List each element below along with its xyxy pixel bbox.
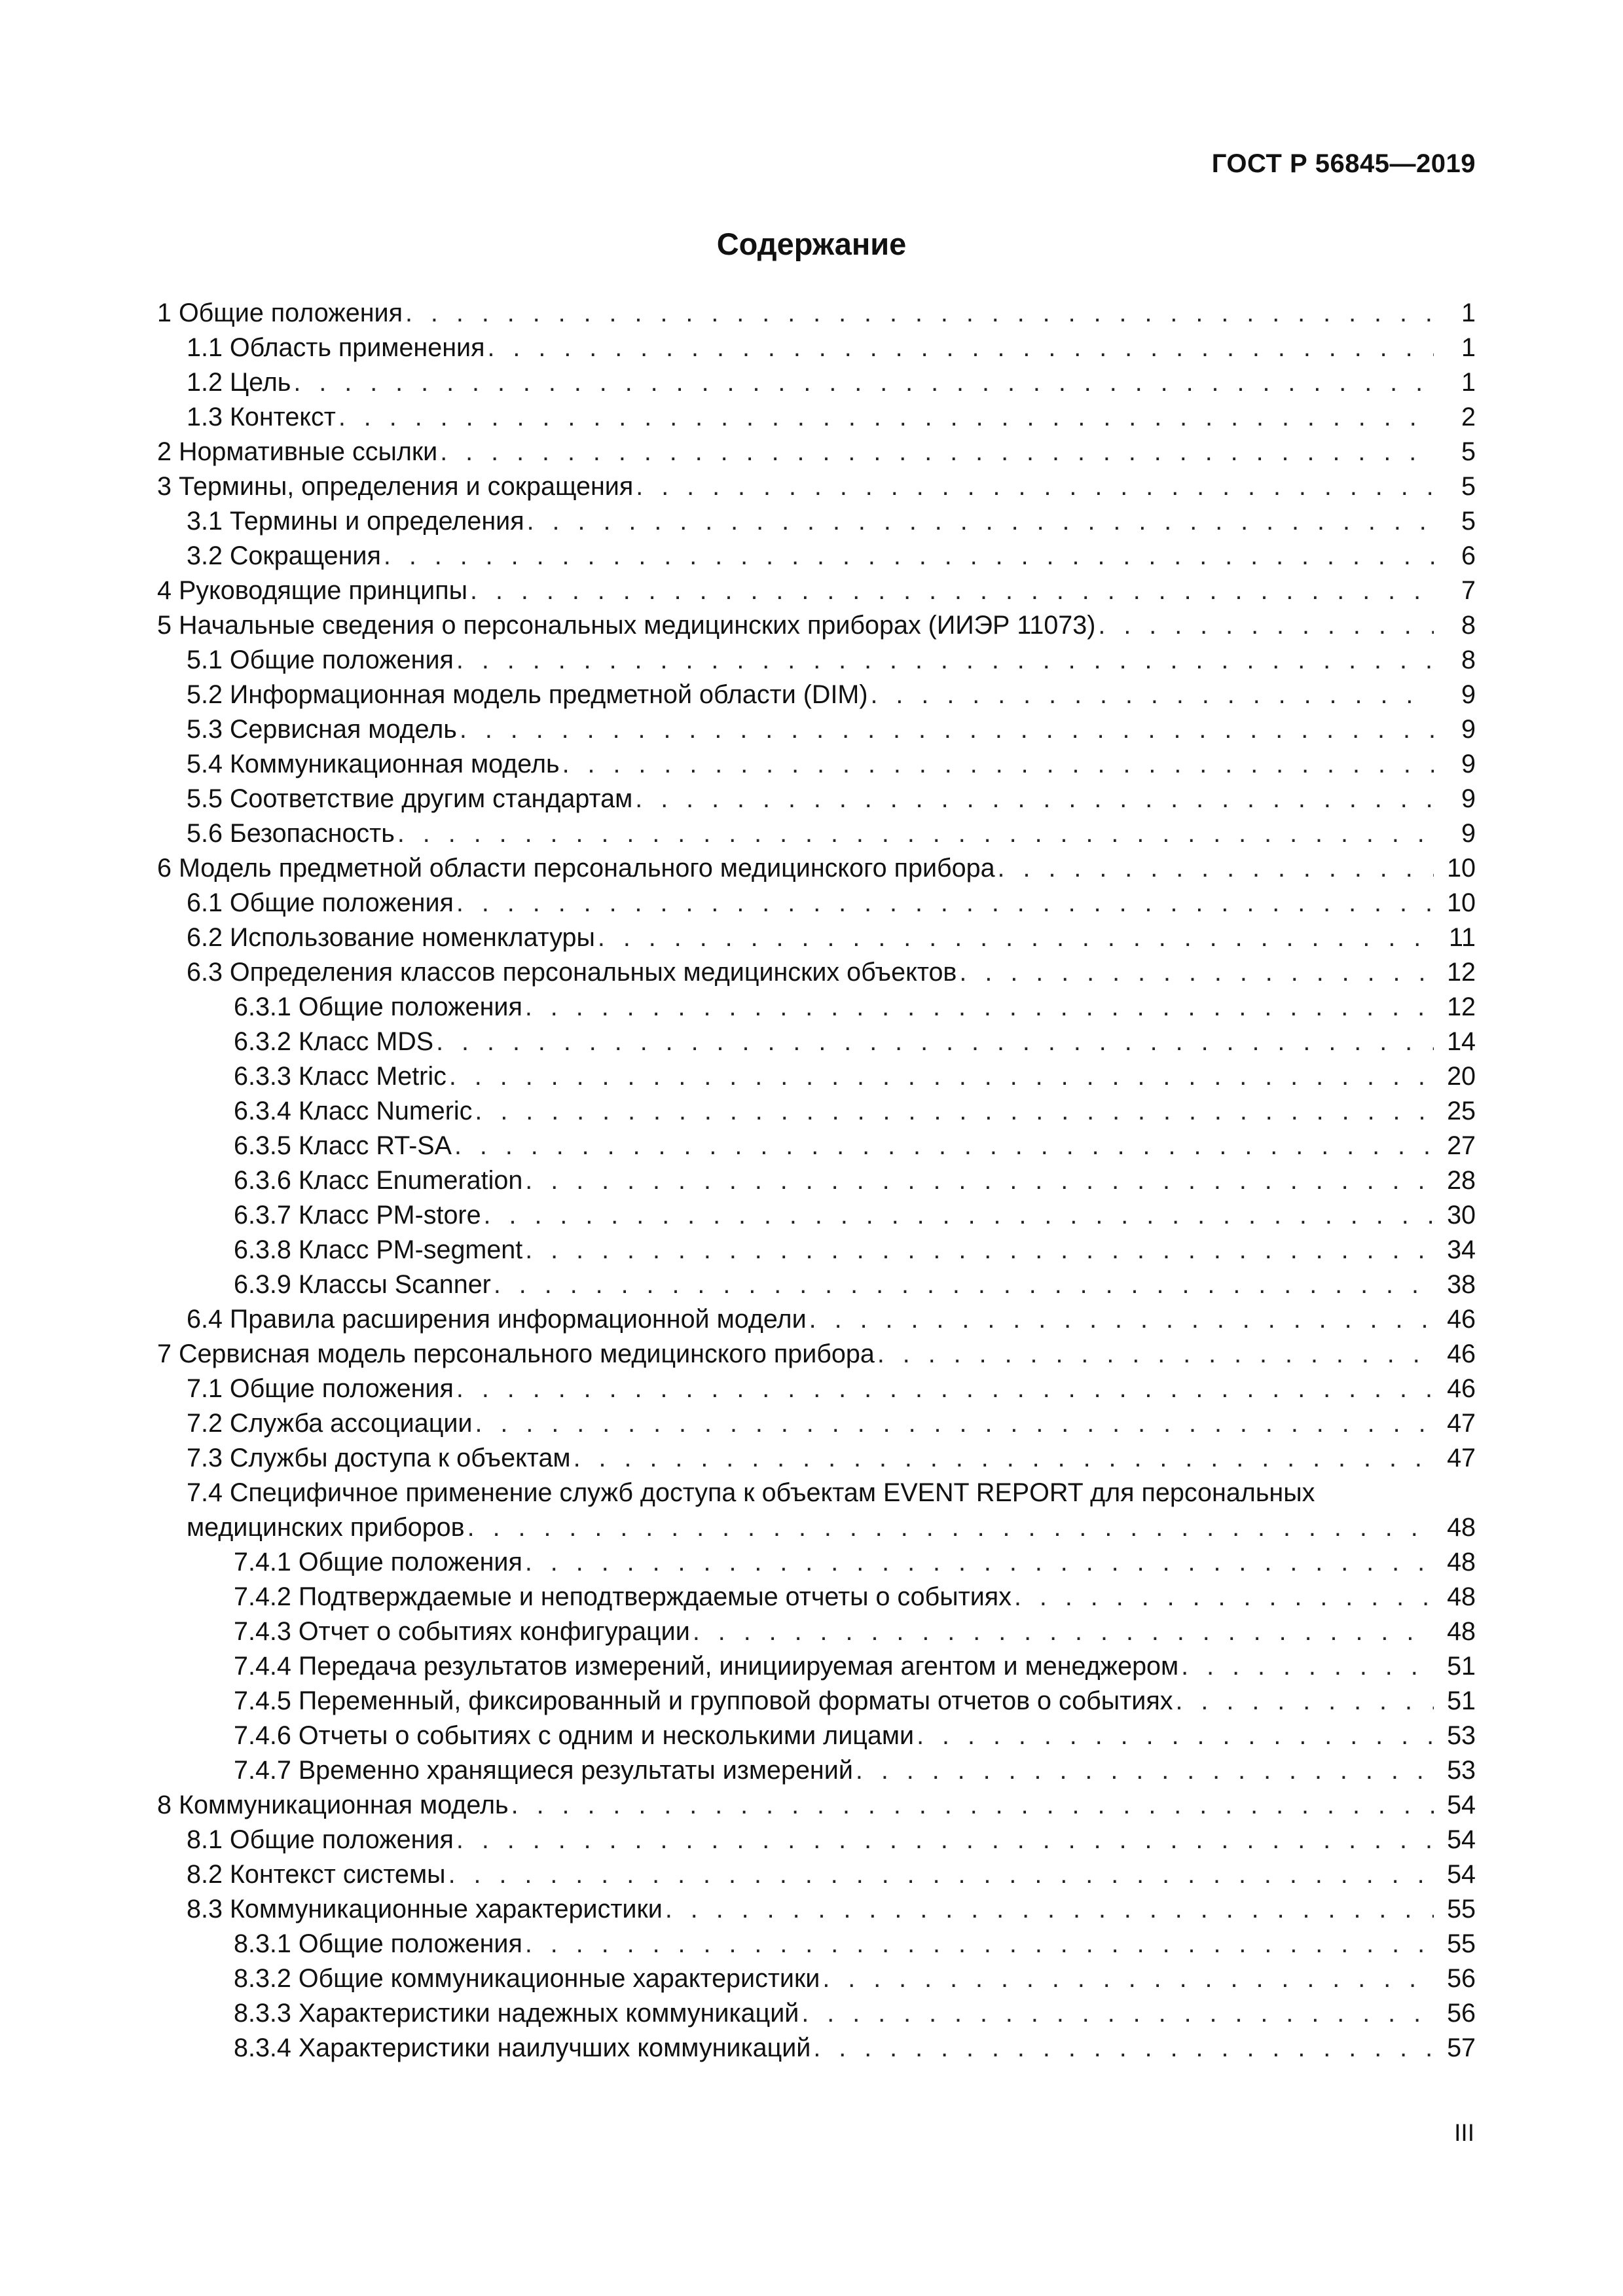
- toc-entry[interactable]: [157, 539, 1476, 574]
- toc-entry[interactable]: [157, 469, 1476, 504]
- toc-entry-label: 8.1 Общие положения: [187, 1825, 454, 1854]
- toc-entry[interactable]: [157, 1372, 1476, 1406]
- dot-leader: [511, 1788, 1434, 1823]
- toc-entry[interactable]: [157, 1198, 1476, 1233]
- toc-entry-label: 5.4 Коммуникационная модель: [187, 750, 560, 778]
- toc-entry-page: 55: [1447, 1895, 1476, 1923]
- toc-entry-page: 7: [1461, 576, 1476, 605]
- toc-entry-page: 53: [1447, 1756, 1476, 1785]
- toc-entry-label: 6.3.2 Класс MDS: [234, 1027, 434, 1056]
- toc-entry-page: 56: [1447, 1964, 1476, 1993]
- toc-entry-label: 6.3.7 Класс PM-store: [234, 1201, 481, 1230]
- toc-entry-page: 34: [1447, 1235, 1476, 1264]
- dot-leader: [877, 1337, 1434, 1372]
- toc-entry-page: 1: [1461, 299, 1476, 327]
- toc-entry-label: 2 Нормативные ссылки: [157, 437, 438, 466]
- toc-entry[interactable]: [157, 296, 1476, 331]
- toc-entry[interactable]: [157, 504, 1476, 539]
- dot-leader: [487, 331, 1434, 365]
- toc-entry[interactable]: [157, 1823, 1476, 1857]
- toc-entry-page: 57: [1447, 2033, 1476, 2062]
- toc-entry-page: 9: [1461, 750, 1476, 778]
- toc-entry-page: 55: [1447, 1929, 1476, 1958]
- dot-leader: [574, 1441, 1434, 1476]
- toc-entry[interactable]: [157, 1337, 1476, 1372]
- toc-entry-label: 6.3.5 Класс RT-SA: [234, 1131, 452, 1160]
- toc-entry[interactable]: [157, 400, 1476, 435]
- toc-entry[interactable]: [157, 955, 1476, 990]
- dot-leader: [959, 955, 1434, 990]
- toc-entry[interactable]: [157, 1267, 1476, 1302]
- toc-entry[interactable]: [157, 1129, 1476, 1163]
- dot-leader: [693, 1614, 1434, 1649]
- dot-leader: [397, 816, 1434, 851]
- toc-entry[interactable]: [157, 1927, 1476, 1961]
- dot-leader: [454, 1129, 1434, 1163]
- dot-leader: [449, 1059, 1434, 1094]
- dot-leader: [456, 1372, 1434, 1406]
- toc-entry-page: 20: [1447, 1062, 1476, 1091]
- toc-entry[interactable]: [157, 920, 1476, 955]
- dot-leader: [436, 1025, 1434, 1059]
- toc-entry-page: 54: [1447, 1791, 1476, 1819]
- toc-entry-page: 48: [1447, 1582, 1476, 1611]
- toc-entry[interactable]: [157, 678, 1476, 712]
- dot-leader: [1098, 608, 1434, 643]
- dot-leader: [870, 678, 1434, 712]
- toc-entry-page: 10: [1447, 854, 1476, 883]
- dot-leader: [293, 365, 1434, 400]
- toc-entry[interactable]: [157, 331, 1476, 365]
- toc-entry[interactable]: [157, 1059, 1476, 1094]
- toc-entry-page: 8: [1461, 646, 1476, 674]
- toc-entry[interactable]: [157, 1892, 1476, 1927]
- toc-entry-label: 1.1 Область применения: [187, 333, 485, 362]
- toc-entry-label: 8.3.1 Общие положения: [234, 1929, 522, 1958]
- toc-entry[interactable]: [157, 435, 1476, 469]
- toc-entry[interactable]: [157, 1094, 1476, 1129]
- toc-entry-label: 6.3.1 Общие положения: [234, 993, 522, 1021]
- toc-entry-label: 8 Коммуникационная модель: [157, 1791, 509, 1819]
- dot-leader: [1175, 1684, 1434, 1719]
- toc-entry[interactable]: [157, 1753, 1476, 1788]
- toc-entry-label: 5.5 Соответствие другим стандартам: [187, 784, 633, 813]
- toc-entry-label: 7 Сервисная модель персонального медицинского прибора: [157, 1339, 875, 1368]
- toc-entry-label: 8.3.2 Общие коммуникационные характеристики: [234, 1964, 820, 1993]
- dot-leader: [405, 296, 1434, 331]
- toc-entry-label: 6.3.3 Класс Metric: [234, 1062, 447, 1091]
- toc-entry[interactable]: [157, 712, 1476, 747]
- toc-entry-label: 1.2 Цель: [187, 368, 291, 397]
- dot-leader: [456, 643, 1434, 678]
- dot-leader: [525, 990, 1434, 1025]
- toc-entry-page: 11: [1448, 923, 1476, 952]
- dot-leader: [448, 1857, 1434, 1892]
- toc-entry[interactable]: [157, 608, 1476, 643]
- toc-entry[interactable]: [157, 1996, 1476, 2031]
- toc-entry[interactable]: [157, 782, 1476, 816]
- dot-leader: [813, 2031, 1434, 2066]
- toc-entry-page: 27: [1447, 1131, 1476, 1160]
- toc-entry-page: 10: [1447, 888, 1476, 917]
- toc-entry-label: 3 Термины, определения и сокращения: [157, 472, 634, 501]
- toc-entry[interactable]: [157, 1649, 1476, 1684]
- dot-leader: [809, 1302, 1434, 1337]
- toc-entry[interactable]: [157, 1441, 1476, 1476]
- toc-entry-label: 5.3 Сервисная модель: [187, 715, 457, 744]
- toc-entry-page: 8: [1461, 611, 1476, 640]
- toc-entry[interactable]: [157, 1719, 1476, 1753]
- toc-entry-page: 51: [1447, 1686, 1476, 1715]
- dot-leader: [484, 1198, 1434, 1233]
- table-of-contents: [157, 296, 1476, 2066]
- toc-entry-page: 54: [1447, 1825, 1476, 1854]
- toc-entry[interactable]: [157, 1233, 1476, 1267]
- dot-leader: [338, 400, 1434, 435]
- dot-leader: [460, 712, 1434, 747]
- dot-leader: [801, 1996, 1434, 2031]
- dot-leader: [475, 1406, 1434, 1441]
- toc-entry[interactable]: [157, 1788, 1476, 1823]
- toc-entry-label: 8.3.3 Характеристики надежных коммуникаций: [234, 1999, 799, 2028]
- dot-leader: [467, 1510, 1434, 1545]
- toc-entry-label: 3.1 Термины и определения: [187, 507, 524, 536]
- toc-entry-label: 6.1 Общие положения: [187, 888, 454, 917]
- toc-entry[interactable]: [157, 1580, 1476, 1614]
- toc-entry-label: 6 Модель предметной области персонального медицинского прибора: [157, 854, 995, 883]
- toc-entry-page: 2: [1461, 403, 1476, 431]
- toc-entry[interactable]: [157, 1614, 1476, 1649]
- toc-entry-label: 6.3.9 Классы Scanner: [234, 1270, 491, 1299]
- toc-entry-label: 8.2 Контекст системы: [187, 1860, 446, 1889]
- toc-entry[interactable]: [157, 1025, 1476, 1059]
- toc-entry[interactable]: [157, 1476, 1476, 1545]
- toc-entry-label: 8.3.4 Характеристики наилучших коммуникаций: [234, 2033, 811, 2062]
- dot-leader: [525, 1545, 1434, 1580]
- toc-entry-label: 6.4 Правила расширения информационной модели: [187, 1305, 807, 1334]
- toc-entry-label: 7.4.1 Общие положения: [234, 1548, 522, 1576]
- toc-entry-label: 5.2 Информационная модель предметной области (DIM): [187, 680, 868, 709]
- dot-leader: [635, 782, 1434, 816]
- dot-leader: [998, 851, 1434, 886]
- toc-entry-page: 25: [1447, 1097, 1476, 1125]
- dot-leader: [525, 1163, 1434, 1198]
- toc-entry-page: 12: [1447, 958, 1476, 987]
- toc-entry-page: 9: [1461, 784, 1476, 813]
- toc-entry-label: 7.3 Службы доступа к объектам: [187, 1444, 571, 1472]
- toc-entry[interactable]: [157, 2031, 1476, 2066]
- toc-entry[interactable]: [157, 747, 1476, 782]
- dot-leader: [917, 1719, 1434, 1753]
- toc-entry-page: 46: [1447, 1305, 1476, 1334]
- dot-leader: [1014, 1580, 1434, 1614]
- toc-entry-label: 7.1 Общие положения: [187, 1374, 454, 1403]
- toc-entry-page: 28: [1447, 1166, 1476, 1195]
- toc-entry-label: 4 Руководящие принципы: [157, 576, 468, 605]
- toc-entry-page: 5: [1461, 472, 1476, 501]
- dot-leader: [456, 886, 1434, 920]
- toc-entry-page: 14: [1447, 1027, 1476, 1056]
- toc-entry-label: 5.1 Общие положения: [187, 646, 454, 674]
- toc-entry-page: 30: [1447, 1201, 1476, 1230]
- dot-leader: [562, 747, 1434, 782]
- toc-entry-page: 12: [1447, 993, 1476, 1021]
- toc-entry-label: 6.3.4 Класс Numeric: [234, 1097, 473, 1125]
- dot-leader: [456, 1823, 1434, 1857]
- toc-entry[interactable]: [157, 643, 1476, 678]
- dot-leader: [525, 1927, 1434, 1961]
- toc-entry[interactable]: [157, 365, 1476, 400]
- toc-entry-page: 47: [1447, 1444, 1476, 1472]
- toc-entry-label: 1 Общие положения: [157, 299, 403, 327]
- toc-entry-page: 1: [1461, 368, 1476, 397]
- toc-entry-label: 7.4.6 Отчеты о событиях с одним и несколькими лицами: [234, 1721, 915, 1750]
- toc-entry-label: 6.3.8 Класс PM-segment: [234, 1235, 523, 1264]
- toc-entry-page: 46: [1447, 1339, 1476, 1368]
- toc-entry-label: 5 Начальные сведения о персональных медицинских приборах (ИИЭР 11073): [157, 611, 1096, 640]
- toc-entry-page: 6: [1461, 541, 1476, 570]
- toc-entry-page: 48: [1447, 1513, 1476, 1542]
- page-number: III: [1454, 2119, 1474, 2146]
- toc-entry-page: 47: [1447, 1409, 1476, 1438]
- dot-leader: [470, 574, 1434, 608]
- dot-leader: [527, 504, 1434, 539]
- toc-entry-label: 3.2 Сокращения: [187, 541, 381, 570]
- page-title: Содержание: [716, 227, 907, 261]
- toc-entry-page: 38: [1447, 1270, 1476, 1299]
- dot-leader: [384, 539, 1434, 574]
- dot-leader: [598, 920, 1434, 955]
- dot-leader: [856, 1753, 1434, 1788]
- toc-entry-page: 9: [1461, 715, 1476, 744]
- toc-entry-page: 51: [1447, 1652, 1476, 1681]
- dot-leader: [1181, 1649, 1434, 1684]
- toc-entry-page: 54: [1447, 1860, 1476, 1889]
- toc-entry-label: 6.2 Использование номенклатуры: [187, 923, 595, 952]
- toc-entry[interactable]: [157, 1857, 1476, 1892]
- toc-entry-page: 9: [1461, 819, 1476, 848]
- toc-entry[interactable]: [157, 851, 1476, 886]
- toc-entry[interactable]: [157, 1406, 1476, 1441]
- toc-entry-page: 9: [1461, 680, 1476, 709]
- toc-entry-label: 7.2 Служба ассоциации: [187, 1409, 473, 1438]
- document-code: ГОСТ Р 56845—2019: [1211, 149, 1476, 178]
- toc-entry-page: 5: [1461, 437, 1476, 466]
- toc-entry-page: 53: [1447, 1721, 1476, 1750]
- toc-entry-label: 7.4.5 Переменный, фиксированный и групповой форматы отчетов о событиях: [234, 1686, 1173, 1715]
- dot-leader: [822, 1961, 1434, 1996]
- toc-entry[interactable]: [157, 574, 1476, 608]
- toc-entry[interactable]: [157, 1163, 1476, 1198]
- dot-leader: [494, 1267, 1434, 1302]
- toc-entry[interactable]: [157, 1302, 1476, 1337]
- toc-entry-label: 6.3.6 Класс Enumeration: [234, 1166, 523, 1195]
- toc-entry-label: 7.4.3 Отчет о событиях конфигурации: [234, 1617, 690, 1646]
- dot-leader: [525, 1233, 1434, 1267]
- toc-entry-label: 5.6 Безопасность: [187, 819, 395, 848]
- toc-entry-page: 1: [1461, 333, 1476, 362]
- toc-entry-page: 48: [1447, 1548, 1476, 1576]
- toc-entry[interactable]: [157, 816, 1476, 851]
- toc-entry[interactable]: [157, 990, 1476, 1025]
- toc-entry-label: 6.3 Определения классов персональных медицинских объектов: [187, 958, 957, 987]
- toc-entry-page: 46: [1447, 1374, 1476, 1403]
- toc-entry[interactable]: [157, 886, 1476, 920]
- toc-entry-label: 7.4.7 Временно хранящиеся результаты измерений: [234, 1756, 853, 1785]
- toc-entry[interactable]: [157, 1684, 1476, 1719]
- toc-entry-label-continuation: медицинских приборов: [187, 1513, 465, 1542]
- dot-leader: [636, 469, 1434, 504]
- toc-entry-page: 48: [1447, 1617, 1476, 1646]
- toc-entry-label: 7.4 Специфичное применение служб доступа к объектам EVENT REPORT для персональных: [187, 1478, 1315, 1507]
- toc-entry-label: 1.3 Контекст: [187, 403, 336, 431]
- toc-entry-label: 8.3 Коммуникационные характеристики: [187, 1895, 663, 1923]
- dot-leader: [440, 435, 1434, 469]
- toc-entry[interactable]: [157, 1961, 1476, 1996]
- toc-entry-page: 5: [1461, 507, 1476, 536]
- dot-leader: [665, 1892, 1434, 1927]
- toc-entry[interactable]: [157, 1545, 1476, 1580]
- toc-entry-page: 56: [1447, 1999, 1476, 2028]
- toc-entry-label: 7.4.2 Подтверждаемые и неподтверждаемые отчеты о событиях: [234, 1582, 1012, 1611]
- dot-leader: [475, 1094, 1434, 1129]
- toc-entry-label: 7.4.4 Передача результатов измерений, инициируемая агентом и менеджером: [234, 1652, 1179, 1681]
